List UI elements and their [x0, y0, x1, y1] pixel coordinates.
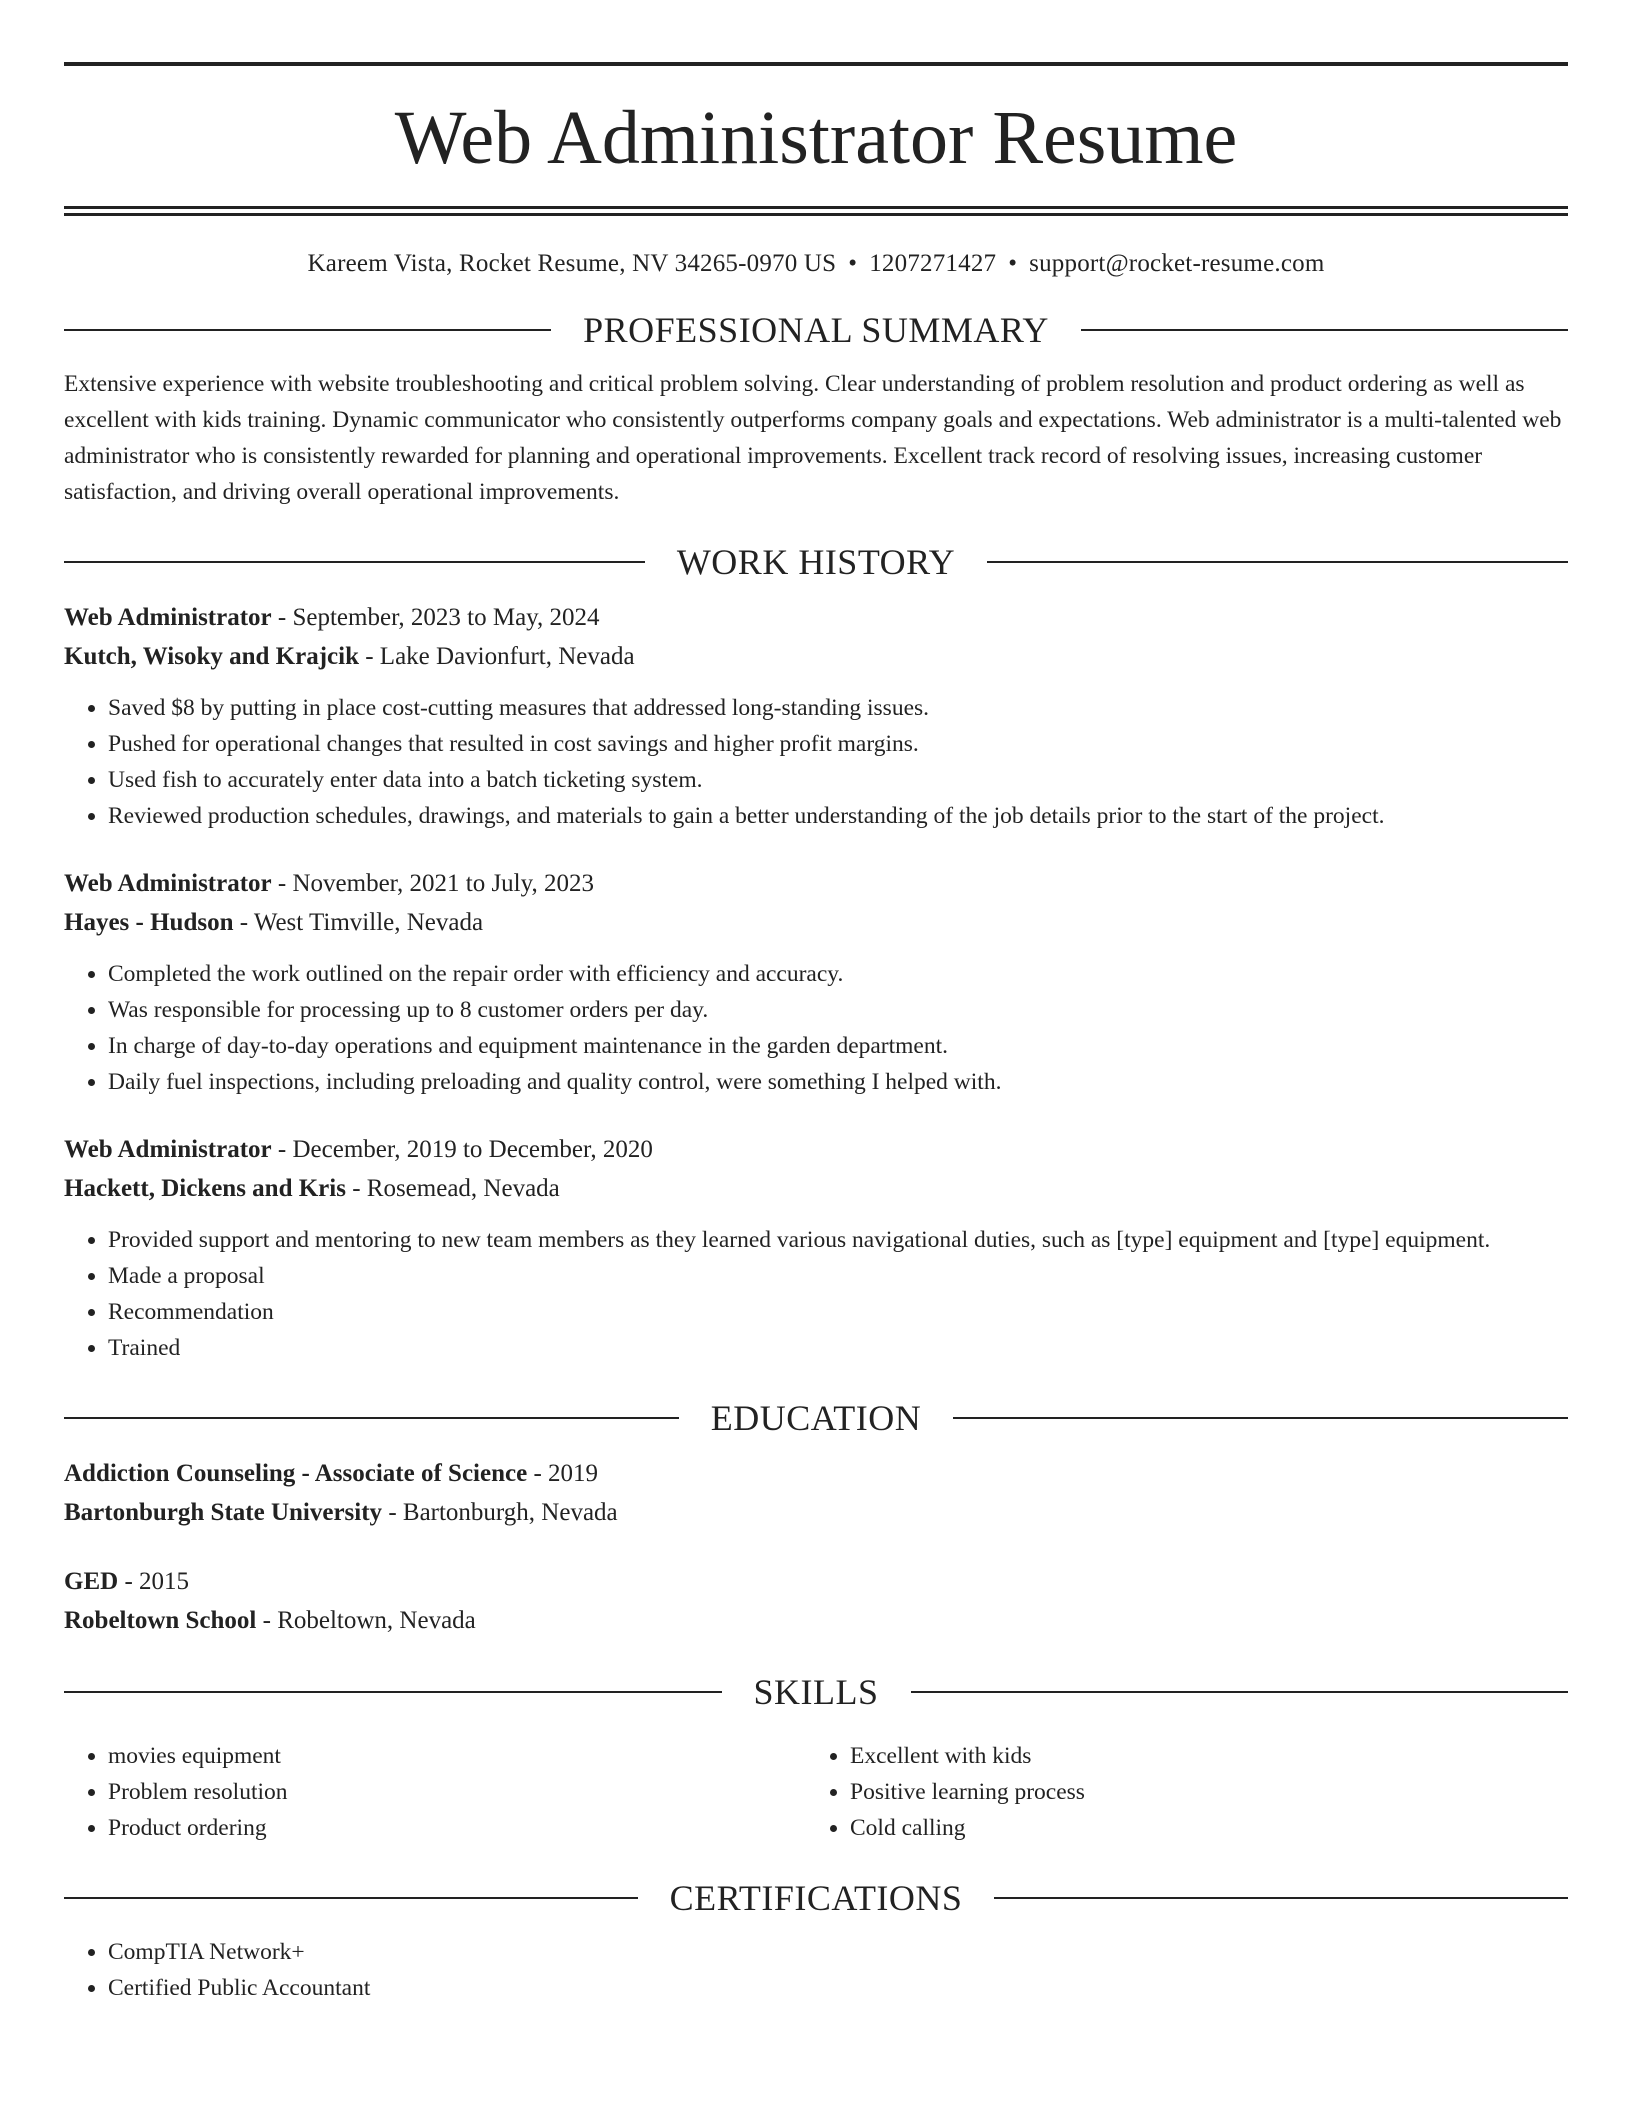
section-heading-education: [64, 1400, 1568, 1436]
contact-address: Kareem Vista, Rocket Resume, NV 34265-0970 US: [307, 250, 837, 277]
skills-columns: [64, 1728, 1568, 1846]
skill-item: • movies equipment: [108, 1738, 806, 1774]
job-entry: [64, 598, 1568, 834]
section-heading-work-history: [64, 544, 1568, 580]
education-degree: Addiction Counseling - Associate of Science: [64, 1460, 528, 1487]
job-bullet: • Provided support and mentoring to new team members as they learned various navigational duties, such as [type] equipment and [type] equipment.: [108, 1222, 1568, 1258]
job-dates: - September, 2023 to May, 2024: [271, 604, 600, 631]
job-title-row: [64, 1130, 1568, 1169]
page-title: Web Administrator Resume: [394, 96, 1238, 180]
contact-separator: •: [848, 250, 858, 277]
job-company-row: [64, 903, 1568, 942]
heading-rule-left: [64, 1897, 638, 1899]
job-company-row: [64, 1169, 1568, 1208]
job-bullet: • Saved $8 by putting in place cost-cutting measures that addressed long-standing issues.: [108, 690, 1568, 726]
job-entry: [64, 1130, 1568, 1366]
skill-item: • Positive learning process: [850, 1774, 1548, 1810]
job-company: Hackett, Dickens and Kris: [64, 1175, 346, 1202]
summary-text: Extensive experience with website troubleshooting and critical problem solving. Clear understanding of problem resolution and product ordering as well as excellent with kids training. Dynamic communicator who consistently outperforms company goals and expectations. Web administrator is a multi-talented web administrator who is consistently rewarded for planning and operational improvements. Excellent track record of resolving issues, increasing customer satisfaction, and driving overall operational improvements.: [64, 371, 1562, 505]
job-title: Web Administrator: [64, 1136, 272, 1163]
education-school: Robeltown School: [64, 1607, 257, 1634]
job-bullet: • Made a proposal: [108, 1258, 1568, 1294]
education-degree-row: [64, 1562, 1568, 1601]
education-entry: [64, 1562, 1568, 1640]
job-bullet: • Was responsible for processing up to 8 customer orders per day.: [108, 992, 1568, 1028]
job-dates: - December, 2019 to December, 2020: [271, 1136, 653, 1163]
heading-rule-right: [911, 1691, 1569, 1693]
section-title: CERTIFICATIONS: [669, 1878, 963, 1918]
job-title: Web Administrator: [64, 870, 272, 897]
section-title: EDUCATION: [710, 1398, 922, 1438]
skill-item: • Excellent with kids: [850, 1738, 1548, 1774]
resume-page: [64, 0, 1568, 2006]
contact-phone: 1207271427: [869, 250, 997, 277]
section-heading-summary: [64, 312, 1568, 348]
contact-email: support@rocket-resume.com: [1029, 250, 1325, 277]
education-degree-row: [64, 1454, 1568, 1493]
contact-line: [64, 250, 1568, 278]
job-location: - Rosemead, Nevada: [345, 1175, 560, 1202]
job-bullet: • Completed the work outlined on the repair order with efficiency and accuracy.: [108, 956, 1568, 992]
education-location: - Bartonburgh, Nevada: [382, 1499, 618, 1526]
job-company: Kutch, Wisoky and Krajcik: [64, 643, 359, 670]
education-entry: [64, 1454, 1568, 1532]
job-bullet: • Recommendation: [108, 1294, 1568, 1330]
heading-rule-right: [1081, 329, 1568, 331]
certification-item: • Certified Public Accountant: [108, 1970, 1568, 2006]
heading-rule-right: [953, 1417, 1568, 1419]
certification-item: • CompTIA Network+: [108, 1934, 1568, 1970]
section-title: SKILLS: [753, 1672, 879, 1712]
education-school-row: [64, 1601, 1568, 1640]
job-title-row: [64, 598, 1568, 637]
heading-rule-left: [64, 1417, 679, 1419]
section-title: WORK HISTORY: [676, 542, 956, 582]
job-bullet: • Pushed for operational changes that resulted in cost savings and higher profit margins.: [108, 726, 1568, 762]
job-bullet: • Trained: [108, 1330, 1568, 1366]
skills-list-right: [806, 1738, 1548, 1846]
skill-item: • Cold calling: [850, 1810, 1548, 1846]
job-company-row: [64, 637, 1568, 676]
section-heading-certifications: [64, 1880, 1568, 1916]
education-school-row: [64, 1493, 1568, 1532]
certifications-block: [64, 1934, 1568, 2006]
heading-rule-right: [987, 561, 1568, 563]
job-title-row: [64, 864, 1568, 903]
job-company: Hayes - Hudson: [64, 909, 234, 936]
heading-rule-right: [994, 1897, 1568, 1899]
job-location: - West Timville, Nevada: [233, 909, 484, 936]
job-dates: - November, 2021 to July, 2023: [271, 870, 594, 897]
heading-rule-left: [64, 1691, 722, 1693]
skill-item: • Problem resolution: [108, 1774, 806, 1810]
skill-item: • Product ordering: [108, 1810, 806, 1846]
education-year: - 2019: [527, 1460, 599, 1487]
job-bullets: [64, 956, 1568, 1100]
heading-rule-left: [64, 561, 645, 563]
certifications-list: [64, 1934, 1568, 2006]
skills-list-left: [64, 1738, 806, 1846]
education-school: Bartonburgh State University: [64, 1499, 383, 1526]
title-double-rule: [64, 206, 1568, 216]
job-title: Web Administrator: [64, 604, 272, 631]
job-entry: [64, 864, 1568, 1100]
job-bullet: • In charge of day-to-day operations and equipment maintenance in the garden department.: [108, 1028, 1568, 1064]
job-bullet: • Daily fuel inspections, including preloading and quality control, were something I helped with.: [108, 1064, 1568, 1100]
heading-rule-left: [64, 329, 551, 331]
education-year: - 2015: [118, 1568, 190, 1595]
job-bullets: [64, 690, 1568, 834]
job-bullet: • Used fish to accurately enter data into a batch ticketing system.: [108, 762, 1568, 798]
contact-separator: •: [1008, 250, 1018, 277]
job-location: - Lake Davionfurt, Nevada: [358, 643, 635, 670]
job-bullet: • Reviewed production schedules, drawings, and materials to gain a better understanding of the job details prior to the start of the project.: [108, 798, 1568, 834]
education-degree: GED: [64, 1568, 119, 1595]
education-location: - Robeltown, Nevada: [256, 1607, 476, 1634]
section-heading-skills: [64, 1674, 1568, 1710]
section-title: PROFESSIONAL SUMMARY: [583, 310, 1049, 350]
job-bullets: [64, 1222, 1568, 1366]
